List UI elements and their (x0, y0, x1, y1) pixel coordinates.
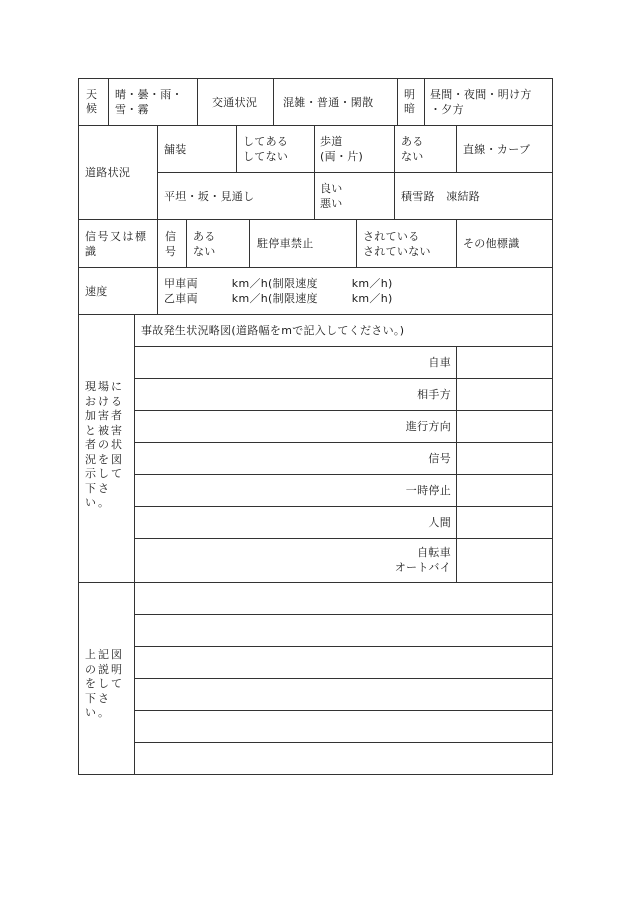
paved-label: 舗装 (164, 143, 187, 156)
divider-speed (78, 314, 553, 315)
legend-line-4 (134, 442, 553, 443)
sidewalk-label: 歩道 (両・片) (320, 135, 364, 163)
signal-sep-c (249, 219, 250, 268)
row1-sep-c (273, 78, 274, 126)
signal-options: ある ない (193, 230, 216, 258)
road-sep-d (456, 125, 457, 173)
weather-options: 晴・曇・雨・ 雪・霧 (115, 88, 183, 116)
weather-label: 天候 (86, 88, 98, 115)
row1-sep-d (397, 78, 398, 126)
legend-line-3 (134, 410, 553, 411)
legend-sep (456, 346, 457, 583)
signal-sep-b (186, 219, 187, 268)
road-sep-a (236, 125, 237, 173)
parking-options: されている されていない (363, 230, 431, 258)
frame-left (78, 78, 79, 775)
road-sep-label (157, 125, 158, 220)
speed-label: 速度 (85, 285, 108, 298)
legend-other-party: 相手方 (417, 388, 451, 401)
explain-line-1 (134, 614, 553, 615)
parking-label: 駐停車禁止 (257, 237, 314, 250)
snow-options: 積雪路 凍結路 (401, 190, 481, 203)
other-signs: その他標識 (463, 237, 520, 250)
signal-section-label: 信号又は標識 (85, 230, 148, 258)
legend-person: 人間 (428, 516, 451, 529)
row1-sep-b (197, 78, 198, 126)
frame-bottom (78, 774, 553, 775)
row1-sep-e (424, 78, 425, 126)
road-sep-c (394, 125, 395, 220)
diagram-side-label: 現場における加害者と被害者の状況を図示して下さい。 (85, 380, 124, 509)
speed-sep (157, 267, 158, 315)
frame-right (552, 78, 553, 775)
curve-options: 直線・カーブ (463, 143, 531, 156)
visibility-options: 良い 悪い (320, 182, 343, 210)
legend-signal: 信号 (428, 452, 451, 465)
legend-stop: 一時停止 (405, 484, 451, 497)
legend-line-2 (134, 378, 553, 379)
speed-vehicle-b: 乙車両 km／h(制限速度 km／h) (164, 292, 393, 305)
diagram-sep-side (134, 314, 135, 775)
traffic-label: 交通状況 (212, 96, 258, 109)
explain-line-3 (134, 678, 553, 679)
road-label: 道路状況 (85, 166, 131, 179)
signal-label: 信号 (165, 230, 177, 258)
signal-sep-a (157, 219, 158, 268)
traffic-options: 混雑・普通・閑散 (283, 96, 374, 109)
signal-sep-e (456, 219, 457, 268)
paved-options: してある してない (243, 135, 289, 163)
legend-direction: 進行方向 (405, 420, 451, 433)
explanation-side-label: 上記図の説明をして下さい。 (85, 648, 124, 719)
light-label: 明暗 (404, 88, 416, 115)
legend-line-7 (134, 538, 553, 539)
explain-line-2 (134, 646, 553, 647)
slope-options: 平坦・坂・見通し (164, 190, 255, 203)
divider-row1 (78, 125, 553, 126)
signal-sep-d (356, 219, 357, 268)
legend-line-6 (134, 506, 553, 507)
legend-bicycle-motorbike: 自転車 オートバイ (394, 546, 451, 574)
legend-line-1 (134, 346, 553, 347)
divider-road (78, 219, 553, 220)
road-sep-b (314, 125, 315, 220)
diagram-title: 事故発生状況略図(道路幅をmで記入してください。) (141, 324, 405, 337)
light-options: 昼間・夜間・明け方 ・夕方 (430, 88, 532, 116)
explain-line-4 (134, 710, 553, 711)
legend-line-5 (134, 474, 553, 475)
divider-signal (78, 267, 553, 268)
divider-road-mid (157, 172, 553, 173)
frame-top (78, 78, 553, 79)
legend-own-vehicle: 自車 (428, 356, 451, 369)
explain-line-5 (134, 742, 553, 743)
sidewalk-options: ある ない (401, 135, 424, 163)
speed-vehicle-a: 甲車両 km／h(制限速度 km／h) (164, 277, 393, 290)
divider-diagram (78, 582, 553, 583)
row1-sep-a (108, 78, 109, 126)
